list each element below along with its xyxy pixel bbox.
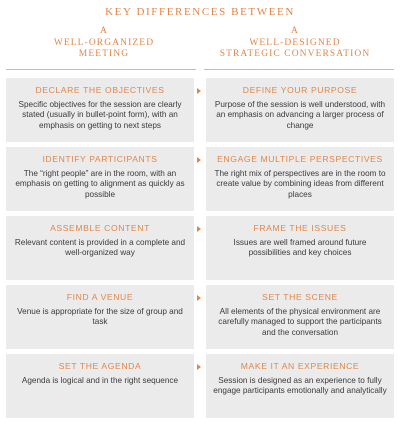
- meeting-cell-body: Agenda is logical and in the right sequence: [21, 376, 179, 385]
- page-title: KEY DIFFERENCES BETWEEN: [105, 6, 295, 18]
- comparison-row: [6, 216, 394, 280]
- conversation-cell-heading: FRAME THE ISSUES: [253, 223, 347, 233]
- conversation-cell-heading: ENGAGE MULTIPLE PERSPECTIVES: [217, 154, 383, 164]
- comparison-row: [6, 285, 394, 349]
- arrow-right-icon: [197, 157, 201, 163]
- meeting-cell: [6, 354, 194, 418]
- conversation-cell: [206, 285, 394, 349]
- arrow-right-icon: [197, 88, 201, 94]
- header-divider-right: [204, 69, 394, 70]
- left-column-name: WELL-ORGANIZED: [53, 37, 155, 48]
- arrow-right-icon: [197, 364, 201, 370]
- comparison-row: [6, 354, 394, 418]
- meeting-cell: [6, 78, 194, 142]
- conversation-cell-heading: SET THE SCENE: [262, 292, 338, 302]
- left-column-name-2: MEETING: [78, 49, 130, 59]
- arrow-right-icon: [197, 295, 201, 301]
- comparison-rows: [6, 78, 394, 423]
- meeting-cell-heading: FIND A VENUE: [66, 292, 134, 302]
- conversation-cell: [206, 216, 394, 280]
- right-column-article: A: [291, 26, 299, 36]
- comparison-row: [6, 78, 394, 142]
- meeting-cell-body: Venue is appropriate for the size of group and task: [17, 307, 183, 327]
- conversation-cell-heading: DEFINE YOUR PURPOSE: [242, 85, 358, 95]
- meeting-cell: [6, 216, 194, 280]
- left-column-heading: [14, 26, 194, 61]
- meeting-cell: [6, 147, 194, 211]
- meeting-cell-heading: SET THE AGENDA: [58, 361, 142, 371]
- conversation-cell-heading: MAKE IT AN EXPERIENCE: [240, 361, 360, 371]
- meeting-cell-body: Relevant content is provided in a complete and well-organized way: [14, 238, 186, 258]
- meeting-cell: [6, 285, 194, 349]
- conversation-cell: [206, 354, 394, 418]
- meeting-cell-body: Specific objectives for the session are clearly stated (usually in bullet-point form), with an emphasis on getting to next steps: [18, 100, 182, 130]
- right-column-name: WELL-DESIGNED: [249, 37, 341, 48]
- comparison-row: [6, 147, 394, 211]
- conversation-cell: [206, 147, 394, 211]
- meeting-cell-heading: IDENTIFY PARTICIPANTS: [42, 154, 158, 164]
- conversation-cell-body: Session is designed as an experience to fully engage participants emotionally and analytically: [213, 376, 387, 396]
- header-divider-left: [6, 69, 196, 70]
- conversation-cell-body: All elements of the physical environment are carefully managed to support the participants and the conversation: [218, 307, 382, 337]
- conversation-cell-body: The right mix of perspectives are in the room to create value by combining ideas from different places: [214, 169, 386, 199]
- conversation-cell-body: Purpose of the session is well understood, with an emphasis on advancing a larger process of change: [214, 100, 386, 130]
- meeting-cell-body: The “right people” are in the room, with an emphasis on getting to alignment as quickly as possible: [15, 169, 185, 199]
- conversation-cell: [206, 78, 394, 142]
- left-column-article: A: [100, 26, 108, 36]
- right-column-name-2: STRATEGIC CONVERSATION: [219, 49, 371, 59]
- header-divider: [6, 67, 394, 73]
- meeting-cell-heading: DECLARE THE OBJECTIVES: [35, 85, 165, 95]
- conversation-cell-body: Issues are well framed around future possibilities and key choices: [233, 238, 367, 258]
- right-column-heading: [205, 26, 385, 61]
- meeting-cell-heading: ASSEMBLE CONTENT: [50, 223, 150, 233]
- arrow-right-icon: [197, 226, 201, 232]
